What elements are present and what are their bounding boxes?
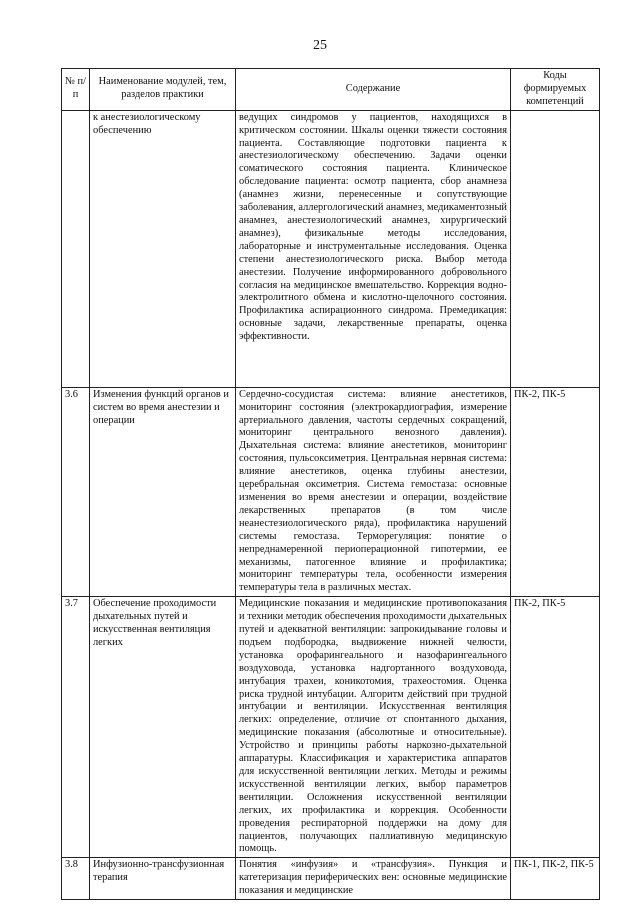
row-topic-name: Обеспечение проходимости дыхательных путей и искусственная вентиляция легких xyxy=(90,597,236,858)
row-content: Сердечно-сосудистая система: влияние анестетиков, мониторинг состояния (электрокардиография, измерение артериального давления, частоты сердечных сокращений, мониторинг центрального венозного давления). Дыхательная система: влияние анестетиков, мониторинг состояния, пульсоксиметрия. Центральная нервная система: влияние анестетиков, оценка глубины анестезии, церебральная оксиметрия. Система гемостаза: основные изменения во время анестезии и операции, воздействие лекарственных препаратов (в том числе неанестезиологического ряда), профилактика нарушений системы гемостаза. Терморегуляция: понятие о непреднамеренной периоперационной гипотермии, ее механизмы, патогенное влияние и профилактика; мониторинг температуры тела, особенности измерения температуры тела в различных местах. xyxy=(236,387,511,597)
row-number: 3.8 xyxy=(62,858,90,900)
header-codes: Коды формируемых компетенций xyxy=(511,69,600,111)
row-competence-codes: ПК-1, ПК-2, ПК-5 xyxy=(511,858,600,900)
curriculum-table xyxy=(61,68,600,900)
row-competence-codes: ПК-2, ПК-5 xyxy=(511,597,600,858)
row-topic-name: Изменения функций органов и систем во время анестезии и операции xyxy=(90,387,236,597)
header-content: Содержание xyxy=(236,69,511,111)
row-topic-name: к анестезиологическому обеспечению xyxy=(90,110,236,387)
row-content: Понятия «инфузия» и «трансфузия». Пункция и катетеризация периферических вен: основные медицинские показания и медицинские xyxy=(236,858,511,900)
row-competence-codes: ПК-2, ПК-5 xyxy=(511,387,600,597)
table-row xyxy=(62,597,600,858)
table-row xyxy=(62,387,600,597)
header-number: № п/п xyxy=(62,69,90,111)
row-number: 3.6 xyxy=(62,387,90,597)
page-number: 25 xyxy=(313,38,327,53)
table-row xyxy=(62,858,600,900)
row-number: 3.7 xyxy=(62,597,90,858)
table-row xyxy=(62,110,600,387)
row-content: Медицинские показания и медицинские противопоказания и техники методик обеспечения проходимости дыхательных путей и адекватной вентиляции: запрокидывание головы и подъем подбородка, выдвижение нижней челюсти, установка орофарингеального и назофарингеального воздуховода, установка надгортанного воздуховода, интубация трахеи, коникотомия, трахеостомия. Оценка риска трудной интубации. Алгоритм действий при трудной интубации и вентиляции. Искусственная вентиляция легких: определение, отличие от спонтанного дыхания, медицинские показания (абсолютные и относительные). Устройство и принципы работы наркозно-дыхательной аппаратуры. Классификация и характеристика аппаратов для искусственной вентиляции легких. Методы и режимы искусственной вентиляции легких, выбор параметров вентиляции. Осложнения искусственной вентиляции легких, их профилактика и коррекция. Особенности проведения респираторной поддержки на дому для пациентов, получающих паллиативную медицинскую помощь. xyxy=(236,597,511,858)
row-content: ведущих синдромов у пациентов, находящихся в критическом состоянии. Шкалы оценки тяжести состояния пациента. Составляющие подготовки пациента к анестезиологическому обеспечению. Задачи оценки соматического состояния пациента. Клиническое обследование пациента: осмотр пациента, сбор анамнеза (анамнез жизни, перенесенные и сопутствующие заболевания, аллергологический анамнез, медикаментозный анамнез, анестезиологический анамнез, хирургический анамнез), физикальные методы исследования, лабораторные и инструментальные исследования. Оценка степени анестезиологического риска. Выбор метода анестезии. Получение информированного добровольного согласия на медицинское вмешательство. Коррекция водно-электролитного обмена и кислотно-щелочного состояния. Профилактика аспирационного синдрома. Премедикация: основные задачи, лекарственные препараты, оценка эффективности. xyxy=(236,110,511,387)
header-name: Наименование модулей, тем, разделов практики xyxy=(90,69,236,111)
row-topic-name: Инфузионно-трансфузионная терапия xyxy=(90,858,236,900)
table-header-row xyxy=(62,69,600,111)
row-competence-codes xyxy=(511,110,600,387)
row-number xyxy=(62,110,90,387)
